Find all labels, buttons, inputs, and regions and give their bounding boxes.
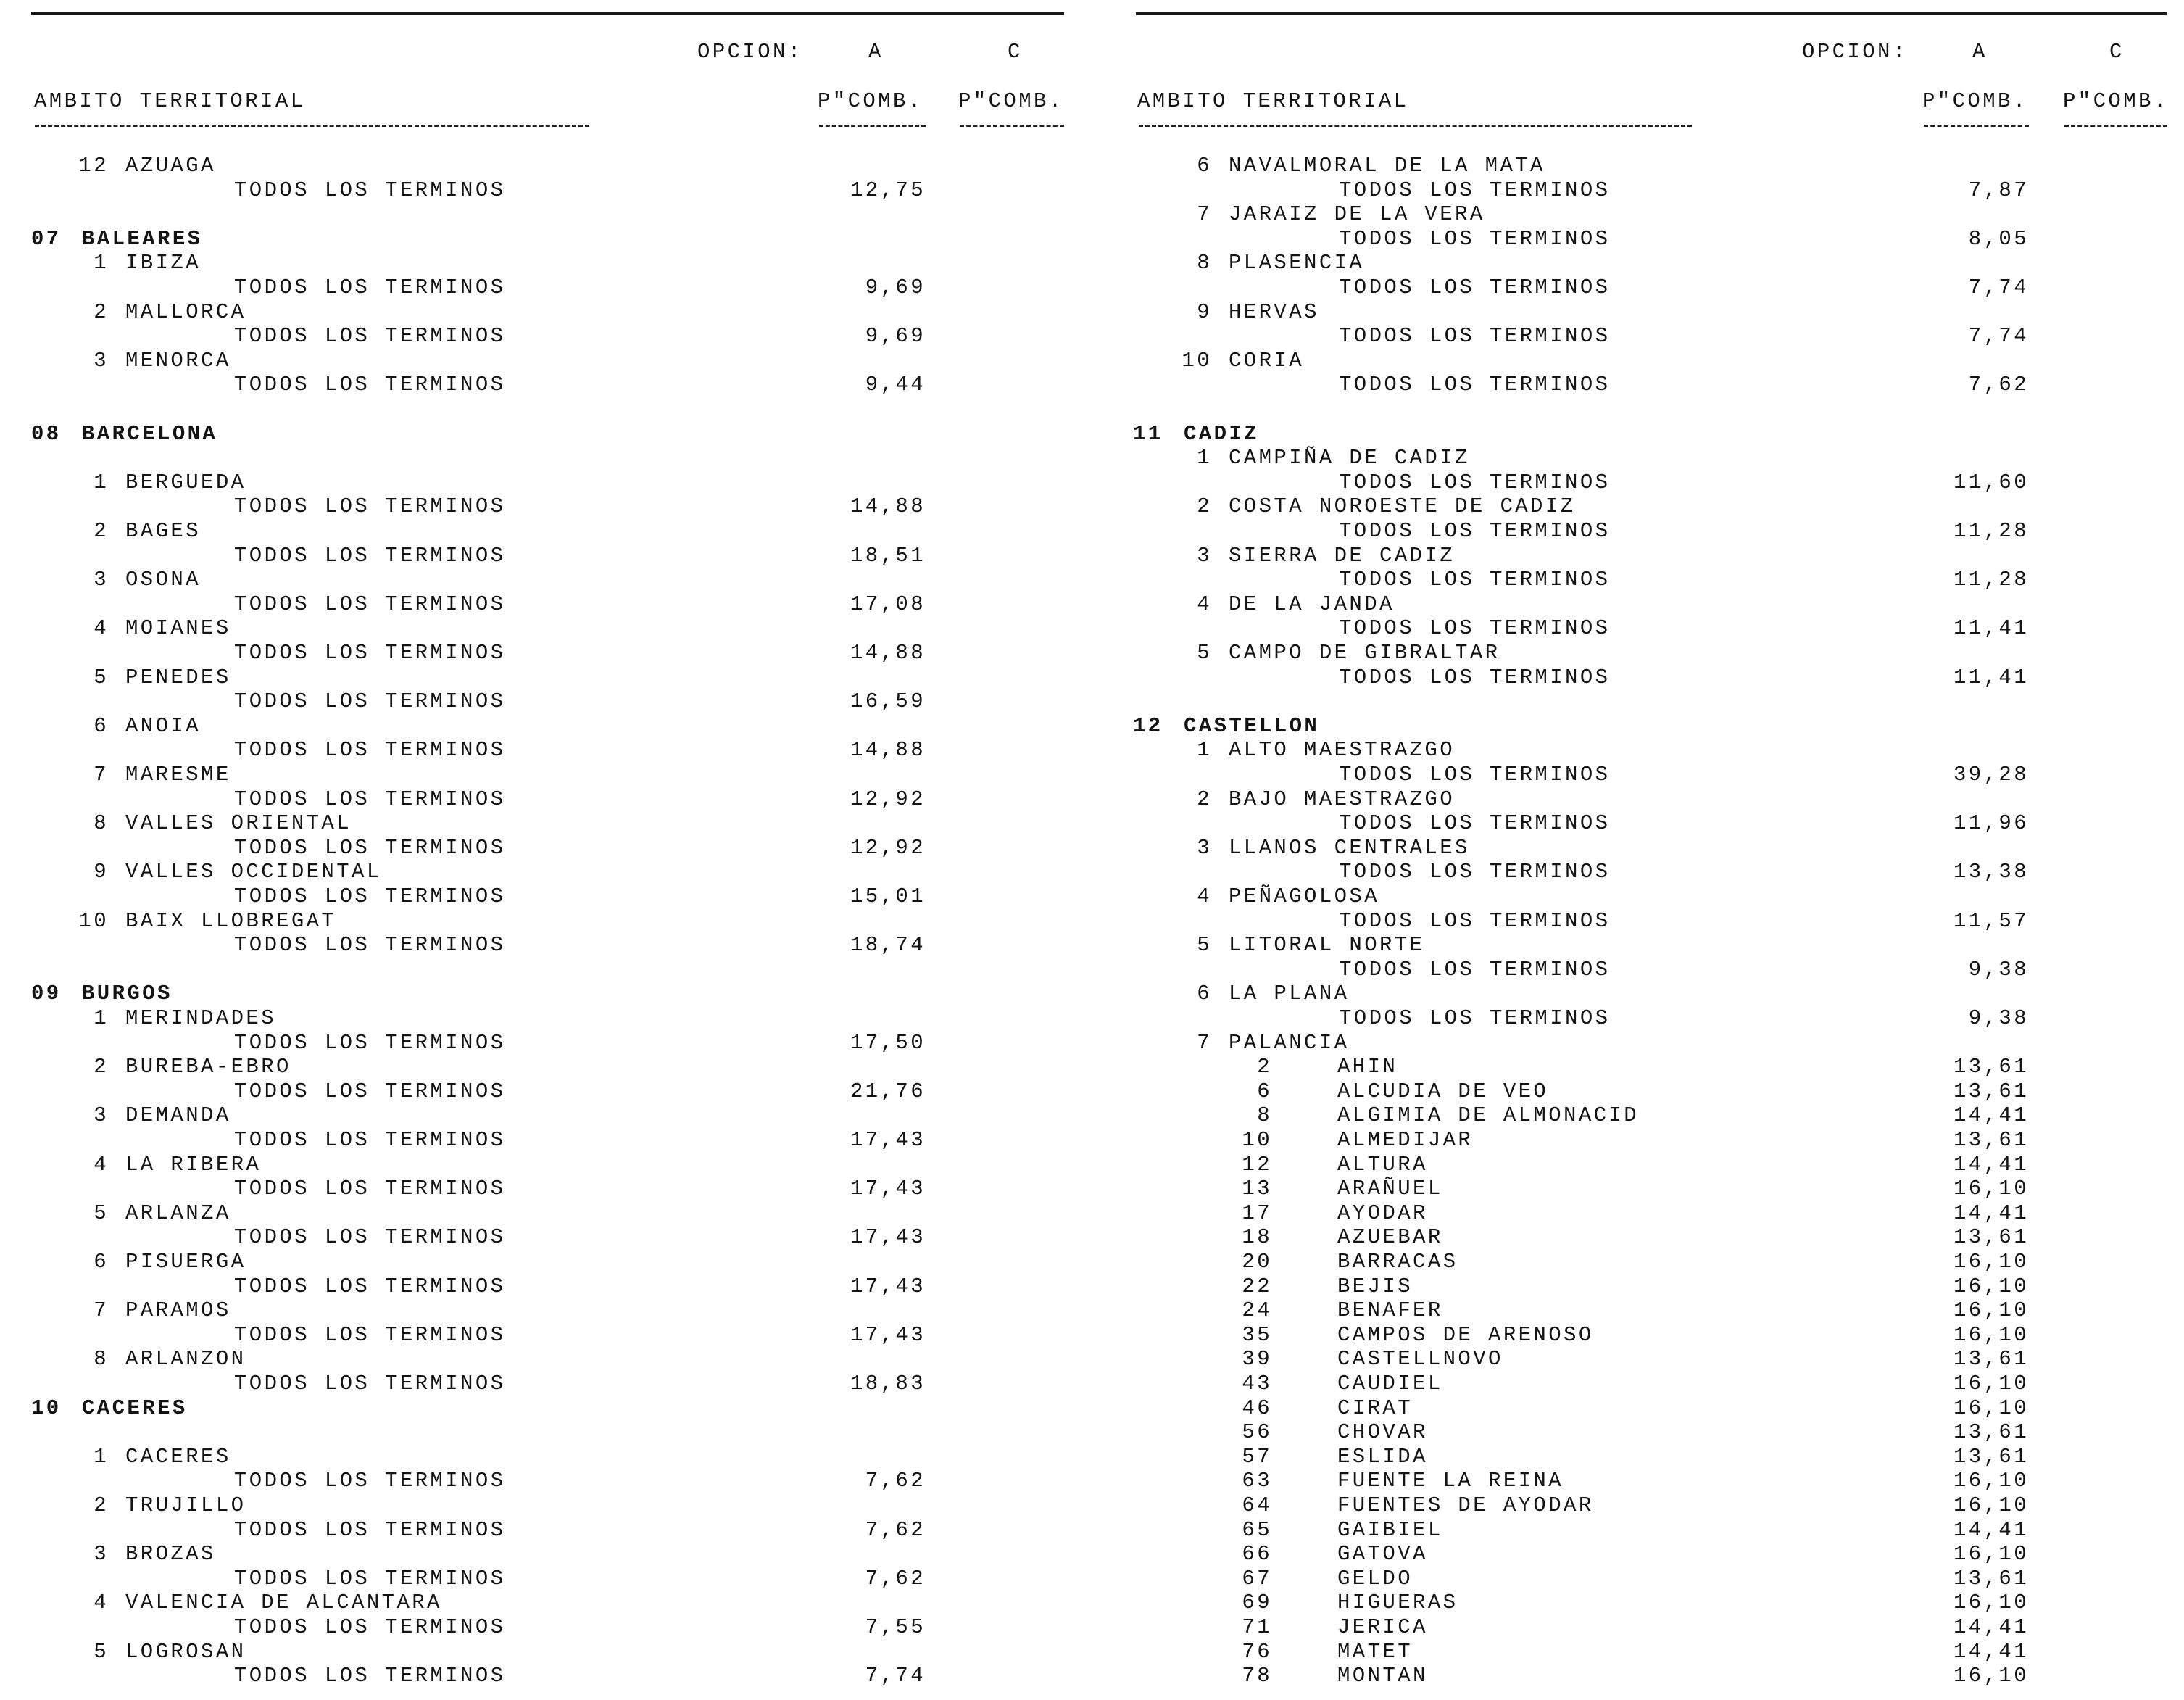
value-option-a: 7,87 bbox=[1968, 178, 2029, 202]
comarca-number: 4 bbox=[94, 616, 109, 640]
municipality-code: 78 bbox=[1242, 1664, 1272, 1688]
todos-los-terminos-label: TODOS LOS TERMINOS bbox=[234, 738, 506, 762]
todos-los-terminos-label: TODOS LOS TERMINOS bbox=[1339, 324, 1611, 348]
municipality-code: 35 bbox=[1242, 1323, 1272, 1347]
value-option-a: 17,43 bbox=[850, 1225, 926, 1249]
municipality-code: 18 bbox=[1242, 1225, 1272, 1249]
todos-los-terminos-label: TODOS LOS TERMINOS bbox=[1339, 763, 1611, 787]
municipality-code: 13 bbox=[1242, 1177, 1272, 1201]
comarca-name: CORIA bbox=[1229, 349, 1305, 373]
todos-los-terminos-label: TODOS LOS TERMINOS bbox=[234, 373, 506, 397]
comarca-number: 7 bbox=[94, 1298, 109, 1322]
comarca-name: ANOIA bbox=[125, 714, 202, 738]
todos-los-terminos-label: TODOS LOS TERMINOS bbox=[234, 1079, 506, 1103]
ambito-territorial-heading: AMBITO TERRITORIAL bbox=[34, 89, 306, 113]
comarca-name: LA PLANA bbox=[1229, 982, 1350, 1006]
municipality-name: GAIBIEL bbox=[1337, 1518, 1443, 1542]
comarca-name: CAMPIÑA DE CADIZ bbox=[1229, 446, 1470, 470]
heading-underline bbox=[35, 125, 589, 127]
value-option-a: 13,61 bbox=[1953, 1055, 2029, 1079]
todos-los-terminos-label: TODOS LOS TERMINOS bbox=[234, 544, 506, 568]
municipality-name: AZUEBAR bbox=[1337, 1225, 1443, 1249]
value-option-a: 16,10 bbox=[1953, 1469, 2029, 1493]
comarca-number: 7 bbox=[1197, 1031, 1212, 1055]
todos-los-terminos-label: TODOS LOS TERMINOS bbox=[234, 324, 506, 348]
todos-los-terminos-label: TODOS LOS TERMINOS bbox=[1339, 860, 1611, 884]
municipality-code: 43 bbox=[1242, 1372, 1272, 1396]
municipality-name: FUENTE LA REINA bbox=[1337, 1469, 1564, 1493]
comarca-name: PARAMOS bbox=[125, 1298, 231, 1322]
value-option-a: 16,10 bbox=[1953, 1493, 2029, 1517]
comarca-name: PEÑAGOLOSA bbox=[1229, 884, 1380, 908]
col-c-heading: P"COMB. bbox=[958, 89, 1064, 113]
comarca-name: BAIX LLOBREGAT bbox=[125, 909, 337, 933]
col-a-heading: P"COMB. bbox=[818, 89, 923, 113]
comarca-name: DE LA JANDA bbox=[1229, 592, 1395, 616]
value-option-a: 13,61 bbox=[1953, 1445, 2029, 1469]
col-c-underline bbox=[960, 125, 1064, 127]
value-option-a: 16,10 bbox=[1953, 1372, 2029, 1396]
todos-los-terminos-label: TODOS LOS TERMINOS bbox=[234, 275, 506, 299]
comarca-name: COSTA NOROESTE DE CADIZ bbox=[1229, 494, 1576, 518]
municipality-code: 57 bbox=[1242, 1445, 1272, 1469]
value-option-a: 13,61 bbox=[1953, 1128, 2029, 1152]
value-option-a: 11,96 bbox=[1953, 811, 2029, 835]
value-option-a: 16,10 bbox=[1953, 1323, 2029, 1347]
value-option-a: 14,41 bbox=[1953, 1201, 2029, 1225]
todos-los-terminos-label: TODOS LOS TERMINOS bbox=[234, 1031, 506, 1055]
comarca-number: 2 bbox=[1197, 787, 1212, 811]
value-option-a: 11,28 bbox=[1953, 568, 2029, 592]
comarca-number: 2 bbox=[94, 1493, 109, 1517]
municipality-code: 65 bbox=[1242, 1518, 1272, 1542]
municipality-code: 17 bbox=[1242, 1201, 1272, 1225]
todos-los-terminos-label: TODOS LOS TERMINOS bbox=[1339, 616, 1611, 640]
municipality-code: 8 bbox=[1257, 1103, 1272, 1127]
todos-los-terminos-label: TODOS LOS TERMINOS bbox=[234, 1323, 506, 1347]
comarca-number: 4 bbox=[1197, 884, 1212, 908]
opcion-label: OPCION: bbox=[697, 40, 803, 64]
value-option-a: 9,69 bbox=[865, 275, 926, 299]
comarca-number: 5 bbox=[94, 666, 109, 689]
comarca-number: 7 bbox=[94, 763, 109, 787]
value-option-a: 16,10 bbox=[1953, 1298, 2029, 1322]
value-option-a: 7,62 bbox=[1968, 373, 2029, 397]
todos-los-terminos-label: TODOS LOS TERMINOS bbox=[1339, 666, 1611, 689]
comarca-number: 6 bbox=[94, 1250, 109, 1274]
value-option-a: 16,10 bbox=[1953, 1396, 2029, 1420]
todos-los-terminos-label: TODOS LOS TERMINOS bbox=[234, 1225, 506, 1249]
todos-los-terminos-label: TODOS LOS TERMINOS bbox=[1339, 275, 1611, 299]
municipality-name: BARRACAS bbox=[1337, 1250, 1458, 1274]
col-a-underline bbox=[819, 125, 926, 127]
todos-los-terminos-label: TODOS LOS TERMINOS bbox=[1339, 470, 1611, 494]
value-option-a: 16,10 bbox=[1953, 1591, 2029, 1614]
comarca-name: AZUAGA bbox=[125, 154, 216, 178]
todos-los-terminos-label: TODOS LOS TERMINOS bbox=[234, 1664, 506, 1688]
comarca-name: MARESME bbox=[125, 763, 231, 787]
comarca-number: 4 bbox=[1197, 592, 1212, 616]
value-option-a: 16,10 bbox=[1953, 1542, 2029, 1566]
value-option-a: 18,74 bbox=[850, 933, 926, 957]
municipality-name: CHOVAR bbox=[1337, 1420, 1428, 1444]
municipality-code: 6 bbox=[1257, 1079, 1272, 1103]
value-option-a: 11,41 bbox=[1953, 666, 2029, 689]
ambito-territorial-heading-right: AMBITO TERRITORIAL bbox=[1137, 89, 1409, 113]
col-c-heading-right: P"COMB. bbox=[2063, 89, 2169, 113]
comarca-number: 12 bbox=[78, 154, 109, 178]
value-option-a: 13,61 bbox=[1953, 1420, 2029, 1444]
todos-los-terminos-label: TODOS LOS TERMINOS bbox=[234, 1615, 506, 1639]
value-option-a: 9,38 bbox=[1968, 958, 2029, 982]
comarca-name: BAGES bbox=[125, 519, 202, 543]
value-option-a: 21,76 bbox=[850, 1079, 926, 1103]
comarca-name: LA RIBERA bbox=[125, 1153, 262, 1177]
value-option-a: 15,01 bbox=[850, 884, 926, 908]
municipality-name: MONTAN bbox=[1337, 1664, 1428, 1688]
value-option-a: 16,10 bbox=[1953, 1274, 2029, 1298]
comarca-name: LITORAL NORTE bbox=[1229, 933, 1425, 957]
col-a-heading-right: P"COMB. bbox=[1922, 89, 2028, 113]
todos-los-terminos-label: TODOS LOS TERMINOS bbox=[234, 689, 506, 713]
municipality-name: ALMEDIJAR bbox=[1337, 1128, 1474, 1152]
todos-los-terminos-label: TODOS LOS TERMINOS bbox=[234, 836, 506, 860]
value-option-a: 14,41 bbox=[1953, 1103, 2029, 1127]
province-name: BURGOS bbox=[82, 982, 173, 1006]
municipality-code: 64 bbox=[1242, 1493, 1272, 1517]
municipality-name: ALCUDIA DE VEO bbox=[1337, 1079, 1549, 1103]
value-option-a: 11,57 bbox=[1953, 909, 2029, 933]
value-option-a: 9,38 bbox=[1968, 1006, 2029, 1030]
value-option-a: 14,88 bbox=[850, 738, 926, 762]
comarca-name: BERGUEDA bbox=[125, 470, 246, 494]
value-option-a: 13,61 bbox=[1953, 1567, 2029, 1591]
opcion-label-right: OPCION: bbox=[1802, 40, 1908, 64]
province-name: CASTELLON bbox=[1184, 714, 1320, 738]
comarca-name: PALANCIA bbox=[1229, 1031, 1350, 1055]
municipality-code: 56 bbox=[1242, 1420, 1272, 1444]
value-option-a: 12,75 bbox=[850, 178, 926, 202]
province-name: BARCELONA bbox=[82, 422, 218, 446]
value-option-a: 17,43 bbox=[850, 1274, 926, 1298]
todos-los-terminos-label: TODOS LOS TERMINOS bbox=[234, 1469, 506, 1493]
comarca-number: 8 bbox=[1197, 251, 1212, 275]
province-code: 08 bbox=[31, 422, 62, 446]
value-option-a: 16,10 bbox=[1953, 1177, 2029, 1201]
todos-los-terminos-label: TODOS LOS TERMINOS bbox=[234, 1274, 506, 1298]
value-option-a: 7,62 bbox=[865, 1567, 926, 1591]
value-option-a: 14,88 bbox=[850, 641, 926, 665]
value-option-a: 18,83 bbox=[850, 1372, 926, 1396]
municipality-code: 69 bbox=[1242, 1591, 1272, 1614]
municipality-code: 22 bbox=[1242, 1274, 1272, 1298]
value-option-a: 39,28 bbox=[1953, 763, 2029, 787]
value-option-a: 7,62 bbox=[865, 1518, 926, 1542]
comarca-name: PISUERGA bbox=[125, 1250, 246, 1274]
comarca-name: MALLORCA bbox=[125, 300, 246, 324]
todos-los-terminos-label: TODOS LOS TERMINOS bbox=[1339, 519, 1611, 543]
municipality-name: ARAÑUEL bbox=[1337, 1177, 1443, 1201]
municipality-code: 2 bbox=[1257, 1055, 1272, 1079]
province-code: 12 bbox=[1133, 714, 1163, 738]
comarca-name: BUREBA-EBRO bbox=[125, 1055, 291, 1079]
municipality-name: CASTELLNOVO bbox=[1337, 1347, 1503, 1371]
top-rule-left bbox=[31, 12, 1064, 15]
municipality-code: 20 bbox=[1242, 1250, 1272, 1274]
province-name: CACERES bbox=[82, 1396, 188, 1420]
municipality-name: BENAFER bbox=[1337, 1298, 1443, 1322]
value-option-a: 12,92 bbox=[850, 787, 926, 811]
comarca-name: MERINDADES bbox=[125, 1006, 277, 1030]
comarca-number: 5 bbox=[94, 1640, 109, 1664]
value-option-a: 14,41 bbox=[1953, 1153, 2029, 1177]
value-option-a: 17,43 bbox=[850, 1177, 926, 1201]
municipality-name: JERICA bbox=[1337, 1615, 1428, 1639]
heading-underline-right bbox=[1139, 125, 1692, 127]
comarca-number: 10 bbox=[1182, 349, 1212, 373]
value-option-a: 12,92 bbox=[850, 836, 926, 860]
comarca-number: 2 bbox=[94, 519, 109, 543]
comarca-name: ARLANZA bbox=[125, 1201, 231, 1225]
municipality-code: 39 bbox=[1242, 1347, 1272, 1371]
todos-los-terminos-label: TODOS LOS TERMINOS bbox=[234, 1567, 506, 1591]
comarca-name: VALLES OCCIDENTAL bbox=[125, 860, 382, 884]
comarca-number: 3 bbox=[94, 1542, 109, 1566]
todos-los-terminos-label: TODOS LOS TERMINOS bbox=[1339, 958, 1611, 982]
todos-los-terminos-label: TODOS LOS TERMINOS bbox=[234, 592, 506, 616]
comarca-number: 3 bbox=[1197, 836, 1212, 860]
todos-los-terminos-label: TODOS LOS TERMINOS bbox=[234, 1372, 506, 1396]
municipality-code: 66 bbox=[1242, 1542, 1272, 1566]
comarca-number: 6 bbox=[1197, 154, 1212, 178]
municipality-name: ALGIMIA DE ALMONACID bbox=[1337, 1103, 1640, 1127]
comarca-number: 1 bbox=[1197, 738, 1212, 762]
comarca-name: PENEDES bbox=[125, 666, 231, 689]
todos-los-terminos-label: TODOS LOS TERMINOS bbox=[234, 933, 506, 957]
comarca-number: 8 bbox=[94, 1347, 109, 1371]
comarca-number: 7 bbox=[1197, 202, 1212, 226]
value-option-a: 7,74 bbox=[865, 1664, 926, 1688]
value-option-a: 14,41 bbox=[1953, 1615, 2029, 1639]
province-code: 11 bbox=[1133, 422, 1163, 446]
value-option-a: 18,51 bbox=[850, 544, 926, 568]
comarca-number: 3 bbox=[94, 1103, 109, 1127]
municipality-name: CAMPOS DE ARENOSO bbox=[1337, 1323, 1594, 1347]
value-option-a: 11,60 bbox=[1953, 470, 2029, 494]
value-option-a: 16,10 bbox=[1953, 1664, 2029, 1688]
comarca-name: SIERRA DE CADIZ bbox=[1229, 544, 1456, 568]
todos-los-terminos-label: TODOS LOS TERMINOS bbox=[234, 178, 506, 202]
todos-los-terminos-label: TODOS LOS TERMINOS bbox=[234, 1518, 506, 1542]
todos-los-terminos-label: TODOS LOS TERMINOS bbox=[234, 494, 506, 518]
municipality-code: 67 bbox=[1242, 1567, 1272, 1591]
comarca-number: 10 bbox=[78, 909, 109, 933]
comarca-name: VALLES ORIENTAL bbox=[125, 811, 352, 835]
comarca-number: 1 bbox=[94, 470, 109, 494]
value-option-a: 9,44 bbox=[865, 373, 926, 397]
comarca-number: 9 bbox=[1197, 300, 1212, 324]
comarca-number: 3 bbox=[1197, 544, 1212, 568]
value-option-a: 17,08 bbox=[850, 592, 926, 616]
value-option-a: 13,38 bbox=[1953, 860, 2029, 884]
todos-los-terminos-label: TODOS LOS TERMINOS bbox=[234, 884, 506, 908]
todos-los-terminos-label: TODOS LOS TERMINOS bbox=[234, 641, 506, 665]
todos-los-terminos-label: TODOS LOS TERMINOS bbox=[1339, 1006, 1611, 1030]
value-option-a: 7,55 bbox=[865, 1615, 926, 1639]
comarca-name: BROZAS bbox=[125, 1542, 216, 1566]
comarca-name: OSONA bbox=[125, 568, 202, 592]
value-option-a: 14,88 bbox=[850, 494, 926, 518]
municipality-name: FUENTES DE AYODAR bbox=[1337, 1493, 1594, 1517]
todos-los-terminos-label: TODOS LOS TERMINOS bbox=[1339, 568, 1611, 592]
comarca-name: PLASENCIA bbox=[1229, 251, 1365, 275]
municipality-name: MATET bbox=[1337, 1640, 1413, 1664]
comarca-number: 1 bbox=[1197, 446, 1212, 470]
comarca-name: NAVALMORAL DE LA MATA bbox=[1229, 154, 1545, 178]
todos-los-terminos-label: TODOS LOS TERMINOS bbox=[234, 787, 506, 811]
municipality-name: HIGUERAS bbox=[1337, 1591, 1458, 1614]
municipality-code: 24 bbox=[1242, 1298, 1272, 1322]
option-c-label: C bbox=[1008, 40, 1023, 64]
col-a-underline-right bbox=[1924, 125, 2029, 127]
comarca-number: 1 bbox=[94, 1445, 109, 1469]
municipality-code: 10 bbox=[1242, 1128, 1272, 1152]
value-option-a: 16,10 bbox=[1953, 1250, 2029, 1274]
value-option-a: 11,41 bbox=[1953, 616, 2029, 640]
municipality-code: 71 bbox=[1242, 1615, 1272, 1639]
comarca-number: 5 bbox=[1197, 641, 1212, 665]
province-name: CADIZ bbox=[1184, 422, 1260, 446]
municipality-name: BEJIS bbox=[1337, 1274, 1413, 1298]
municipality-name: AYODAR bbox=[1337, 1201, 1428, 1225]
col-c-underline-right bbox=[2064, 125, 2167, 127]
municipality-code: 76 bbox=[1242, 1640, 1272, 1664]
value-option-a: 7,74 bbox=[1968, 324, 2029, 348]
municipality-name: GATOVA bbox=[1337, 1542, 1428, 1566]
comarca-number: 5 bbox=[1197, 933, 1212, 957]
municipality-name: CIRAT bbox=[1337, 1396, 1413, 1420]
todos-los-terminos-label: TODOS LOS TERMINOS bbox=[1339, 178, 1611, 202]
value-option-a: 7,74 bbox=[1968, 275, 2029, 299]
value-option-a: 17,43 bbox=[850, 1323, 926, 1347]
comarca-name: ALTO MAESTRAZGO bbox=[1229, 738, 1456, 762]
comarca-number: 2 bbox=[1197, 494, 1212, 518]
value-option-a: 13,61 bbox=[1953, 1079, 2029, 1103]
comarca-number: 4 bbox=[94, 1591, 109, 1614]
municipality-name: GELDO bbox=[1337, 1567, 1413, 1591]
todos-los-terminos-label: TODOS LOS TERMINOS bbox=[1339, 373, 1611, 397]
todos-los-terminos-label: TODOS LOS TERMINOS bbox=[1339, 909, 1611, 933]
comarca-name: MENORCA bbox=[125, 349, 231, 373]
comarca-name: IBIZA bbox=[125, 251, 202, 275]
comarca-number: 2 bbox=[94, 1055, 109, 1079]
municipality-code: 12 bbox=[1242, 1153, 1272, 1177]
comarca-name: CACERES bbox=[125, 1445, 231, 1469]
value-option-a: 7,62 bbox=[865, 1469, 926, 1493]
comarca-number: 8 bbox=[94, 811, 109, 835]
todos-los-terminos-label: TODOS LOS TERMINOS bbox=[1339, 227, 1611, 251]
municipality-code: 46 bbox=[1242, 1396, 1272, 1420]
province-name: BALEARES bbox=[82, 227, 203, 251]
value-option-a: 13,61 bbox=[1953, 1347, 2029, 1371]
comarca-number: 6 bbox=[94, 714, 109, 738]
comarca-name: JARAIZ DE LA VERA bbox=[1229, 202, 1485, 226]
comarca-name: VALENCIA DE ALCANTARA bbox=[125, 1591, 442, 1614]
value-option-a: 17,43 bbox=[850, 1128, 926, 1152]
comarca-number: 6 bbox=[1197, 982, 1212, 1006]
comarca-number: 3 bbox=[94, 349, 109, 373]
top-rule-right bbox=[1136, 12, 2167, 15]
municipality-name: AHIN bbox=[1337, 1055, 1398, 1079]
comarca-number: 9 bbox=[94, 860, 109, 884]
comarca-name: DEMANDA bbox=[125, 1103, 231, 1127]
comarca-name: HERVAS bbox=[1229, 300, 1319, 324]
province-code: 09 bbox=[31, 982, 62, 1006]
comarca-number: 1 bbox=[94, 1006, 109, 1030]
comarca-name: CAMPO DE GIBRALTAR bbox=[1229, 641, 1500, 665]
value-option-a: 14,41 bbox=[1953, 1640, 2029, 1664]
comarca-number: 5 bbox=[94, 1201, 109, 1225]
option-a-label: A bbox=[868, 40, 884, 64]
municipality-name: ESLIDA bbox=[1337, 1445, 1428, 1469]
value-option-a: 13,61 bbox=[1953, 1225, 2029, 1249]
value-option-a: 17,50 bbox=[850, 1031, 926, 1055]
comarca-name: BAJO MAESTRAZGO bbox=[1229, 787, 1456, 811]
value-option-a: 14,41 bbox=[1953, 1518, 2029, 1542]
comarca-name: LOGROSAN bbox=[125, 1640, 246, 1664]
comarca-name: LLANOS CENTRALES bbox=[1229, 836, 1470, 860]
comarca-name: TRUJILLO bbox=[125, 1493, 246, 1517]
province-code: 07 bbox=[31, 227, 62, 251]
comarca-number: 1 bbox=[94, 251, 109, 275]
todos-los-terminos-label: TODOS LOS TERMINOS bbox=[1339, 811, 1611, 835]
comarca-number: 3 bbox=[94, 568, 109, 592]
comarca-number: 2 bbox=[94, 300, 109, 324]
option-c-label-right: C bbox=[2109, 40, 2125, 64]
todos-los-terminos-label: TODOS LOS TERMINOS bbox=[234, 1128, 506, 1152]
todos-los-terminos-label: TODOS LOS TERMINOS bbox=[234, 1177, 506, 1201]
comarca-name: ARLANZON bbox=[125, 1347, 246, 1371]
value-option-a: 9,69 bbox=[865, 324, 926, 348]
value-option-a: 16,59 bbox=[850, 689, 926, 713]
municipality-name: ALTURA bbox=[1337, 1153, 1428, 1177]
comarca-number: 4 bbox=[94, 1153, 109, 1177]
municipality-name: CAUDIEL bbox=[1337, 1372, 1443, 1396]
value-option-a: 8,05 bbox=[1968, 227, 2029, 251]
value-option-a: 11,28 bbox=[1953, 519, 2029, 543]
comarca-name: MOIANES bbox=[125, 616, 231, 640]
municipality-code: 63 bbox=[1242, 1469, 1272, 1493]
province-code: 10 bbox=[31, 1396, 62, 1420]
option-a-label-right: A bbox=[1972, 40, 1988, 64]
